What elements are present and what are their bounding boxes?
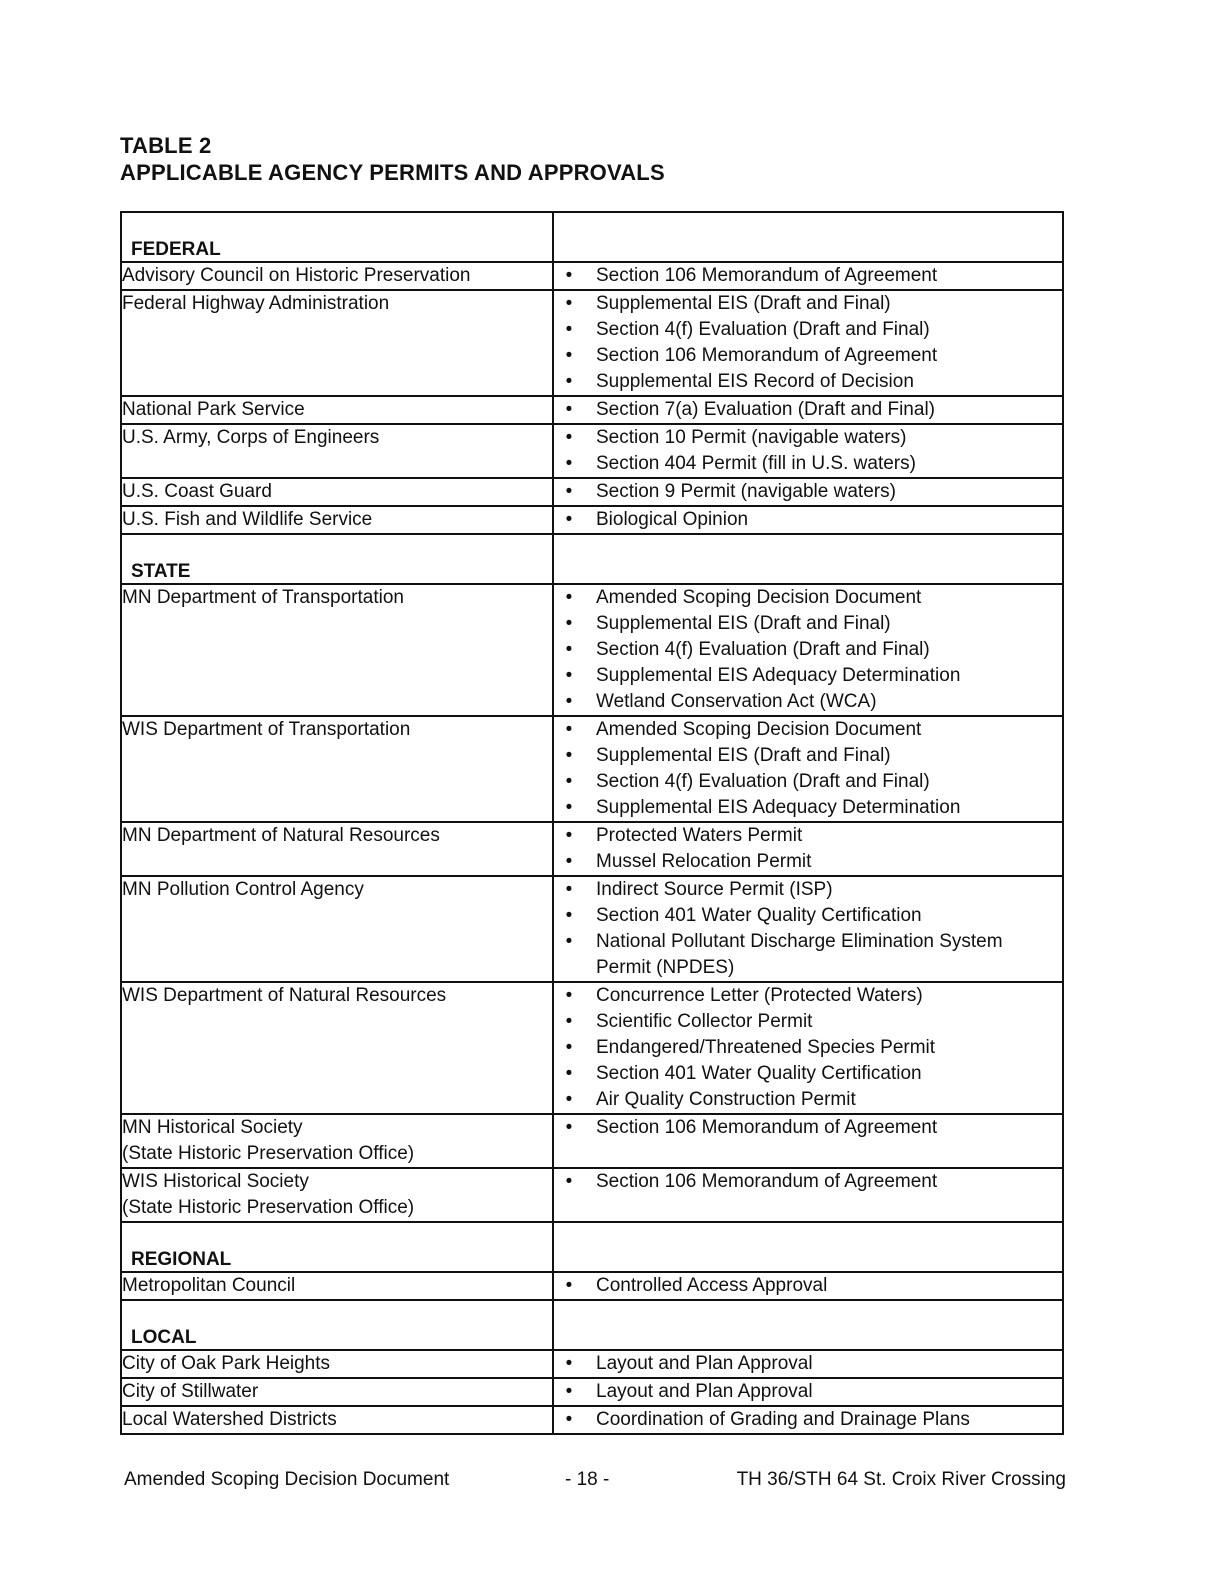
- permit-item: [554, 877, 1062, 903]
- permit-item: [554, 637, 1062, 663]
- agency-name: MN Pollution Control Agency: [122, 879, 364, 900]
- permit-text: Section 401 Water Quality Certification: [596, 905, 922, 926]
- permit-item: [554, 795, 1062, 821]
- permit-list: [554, 479, 1062, 505]
- agency-cell: [121, 822, 553, 876]
- agency-name: Local Watershed Districts: [122, 1409, 337, 1430]
- agency-cell: [121, 982, 553, 1114]
- bullet-icon: •: [565, 1381, 573, 1402]
- permit-text: Wetland Conservation Act (WCA): [596, 691, 877, 712]
- permit-item: [554, 823, 1062, 849]
- agency-cell: [121, 584, 553, 716]
- permit-text: Supplemental EIS (Draft and Final): [596, 293, 891, 314]
- permit-item: [554, 689, 1062, 715]
- footer-project-name: TH 36/STH 64 St. Croix River Crossing: [736, 1469, 1066, 1490]
- category-row: [121, 212, 1063, 262]
- bullet-icon: •: [565, 851, 573, 872]
- agency-name: U.S. Army, Corps of Engineers: [122, 427, 380, 448]
- permit-text: Supplemental EIS Adequacy Determination: [596, 665, 961, 686]
- permit-item: [554, 479, 1062, 505]
- agency-name: MN Historical Society: [122, 1117, 303, 1138]
- permit-item: [554, 1169, 1062, 1195]
- bullet-icon: •: [565, 745, 573, 766]
- permit-text: Coordination of Grading and Drainage Plans: [596, 1409, 970, 1430]
- agency-row: [121, 478, 1063, 506]
- category-label: FEDERAL: [131, 239, 221, 260]
- bullet-icon: •: [565, 265, 573, 286]
- permit-text: Scientific Collector Permit: [596, 1011, 813, 1032]
- agency-cell: [121, 478, 553, 506]
- agency-name: WIS Historical Society: [122, 1171, 309, 1192]
- permit-item: [554, 585, 1062, 611]
- permit-text: Section 106 Memorandum of Agreement: [596, 1171, 938, 1192]
- category-label: STATE: [131, 561, 191, 582]
- bullet-icon: •: [565, 825, 573, 846]
- permits-table: [120, 211, 1064, 1435]
- permit-item: [554, 343, 1062, 369]
- bullet-icon: •: [565, 879, 573, 900]
- bullet-icon: •: [565, 931, 573, 952]
- agency-row: [121, 262, 1063, 290]
- permit-list: [554, 823, 1062, 875]
- permit-list: [554, 291, 1062, 395]
- permit-item: [554, 1115, 1062, 1141]
- agency-row: [121, 1378, 1063, 1406]
- agency-cell: [121, 506, 553, 534]
- permit-item: [554, 743, 1062, 769]
- bullet-icon: •: [565, 1275, 573, 1296]
- permit-text: Section 4(f) Evaluation (Draft and Final): [596, 639, 930, 660]
- agency-cell: [121, 1378, 553, 1406]
- bullet-icon: •: [565, 985, 573, 1006]
- category-label: REGIONAL: [131, 1249, 232, 1270]
- permit-list: [554, 1379, 1062, 1405]
- category-row: [121, 534, 1063, 584]
- permit-item: [554, 1087, 1062, 1113]
- bullet-icon: •: [565, 399, 573, 420]
- permits-cell: [553, 584, 1063, 716]
- bullet-icon: •: [565, 587, 573, 608]
- agency-row: [121, 1350, 1063, 1378]
- agency-row: [121, 1168, 1063, 1222]
- agency-row: [121, 1114, 1063, 1168]
- permit-item: [554, 451, 1062, 477]
- bullet-icon: •: [565, 1089, 573, 1110]
- footer-page-number: - 18 -: [565, 1469, 610, 1490]
- permit-item: [554, 983, 1062, 1009]
- permits-cell: [553, 1168, 1063, 1222]
- agency-name: MN Department of Transportation: [122, 587, 404, 608]
- permit-item: [554, 1009, 1062, 1035]
- permit-list: [554, 1351, 1062, 1377]
- category-row: [121, 1222, 1063, 1272]
- permits-cell: [553, 1272, 1063, 1300]
- agency-name: U.S. Fish and Wildlife Service: [122, 509, 373, 530]
- permit-item: [554, 769, 1062, 795]
- permits-cell: [553, 290, 1063, 396]
- agency-name: WIS Department of Transportation: [122, 719, 411, 740]
- agency-row: [121, 876, 1063, 982]
- agency-cell: [121, 1272, 553, 1300]
- bullet-icon: •: [565, 509, 573, 530]
- bullet-icon: •: [565, 771, 573, 792]
- permit-text: Section 7(a) Evaluation (Draft and Final): [596, 399, 935, 420]
- agency-name: MN Department of Natural Resources: [122, 825, 440, 846]
- permits-cell: [553, 1114, 1063, 1168]
- bullet-icon: •: [565, 319, 573, 340]
- permits-table-body: [121, 212, 1063, 1434]
- bullet-icon: •: [565, 293, 573, 314]
- bullet-icon: •: [565, 691, 573, 712]
- agency-row: [121, 424, 1063, 478]
- agency-name: WIS Department of Natural Resources: [122, 985, 447, 1006]
- agency-row: [121, 290, 1063, 396]
- permits-cell: [553, 262, 1063, 290]
- bullet-icon: •: [565, 427, 573, 448]
- permit-item: [554, 397, 1062, 423]
- permit-item: [554, 1035, 1062, 1061]
- permit-text: Section 4(f) Evaluation (Draft and Final): [596, 319, 930, 340]
- category-empty-cell: [553, 534, 1063, 584]
- category-row: [121, 1300, 1063, 1350]
- permit-text: Section 9 Permit (navigable waters): [596, 481, 896, 502]
- agency-name: City of Stillwater: [122, 1381, 259, 1402]
- permit-text: Biological Opinion: [596, 509, 749, 530]
- permit-item: [554, 611, 1062, 637]
- category-empty-cell: [553, 1222, 1063, 1272]
- agency-row: [121, 1272, 1063, 1300]
- category-cell: [121, 534, 553, 584]
- agency-cell: [121, 1114, 553, 1168]
- agency-row: [121, 716, 1063, 822]
- permits-cell: [553, 1378, 1063, 1406]
- category-label: LOCAL: [131, 1327, 197, 1348]
- permit-item: [554, 717, 1062, 743]
- permit-item: [554, 1061, 1062, 1087]
- agency-name: Advisory Council on Historic Preservation: [122, 265, 471, 286]
- bullet-icon: •: [565, 1117, 573, 1138]
- permit-item: [554, 1407, 1062, 1433]
- bullet-icon: •: [565, 797, 573, 818]
- category-cell: [121, 1300, 553, 1350]
- footer-document-name: Amended Scoping Decision Document: [124, 1469, 450, 1490]
- agency-name: Metropolitan Council: [122, 1275, 296, 1296]
- permit-text: Concurrence Letter (Protected Waters): [596, 985, 923, 1006]
- permit-list: [554, 1407, 1062, 1433]
- permit-item: [554, 663, 1062, 689]
- bullet-icon: •: [565, 665, 573, 686]
- permit-text: Protected Waters Permit: [596, 825, 803, 846]
- bullet-icon: •: [565, 1409, 573, 1430]
- agency-cell: [121, 1350, 553, 1378]
- permit-list: [554, 585, 1062, 715]
- agency-name: National Park Service: [122, 399, 305, 420]
- agency-name: U.S. Coast Guard: [122, 481, 272, 502]
- category-cell: [121, 212, 553, 262]
- permit-text: Layout and Plan Approval: [596, 1353, 813, 1374]
- agency-row: [121, 396, 1063, 424]
- permit-text: Section 106 Memorandum of Agreement: [596, 1117, 938, 1138]
- category-empty-cell: [553, 212, 1063, 262]
- table-title: [120, 132, 665, 186]
- bullet-icon: •: [565, 345, 573, 366]
- agency-name: Federal Highway Administration: [122, 293, 390, 314]
- category-empty-cell: [553, 1300, 1063, 1350]
- permit-text: Amended Scoping Decision Document: [596, 587, 922, 608]
- agency-cell: [121, 876, 553, 982]
- bullet-icon: •: [565, 1011, 573, 1032]
- permit-item: [554, 849, 1062, 875]
- permit-text: Supplemental EIS (Draft and Final): [596, 745, 891, 766]
- agency-name: (State Historic Preservation Office): [122, 1143, 415, 1164]
- permit-text: Mussel Relocation Permit: [596, 851, 812, 872]
- permit-item: [554, 1351, 1062, 1377]
- permit-list: [554, 263, 1062, 289]
- permit-text: Indirect Source Permit (ISP): [596, 879, 833, 900]
- bullet-icon: •: [565, 719, 573, 740]
- permit-item: [554, 291, 1062, 317]
- permits-cell: [553, 478, 1063, 506]
- permit-item: [554, 1379, 1062, 1405]
- permit-item: [554, 317, 1062, 343]
- permit-list: [554, 397, 1062, 423]
- permit-text: Section 106 Memorandum of Agreement: [596, 265, 938, 286]
- agency-cell: [121, 424, 553, 478]
- permit-text: Section 404 Permit (fill in U.S. waters): [596, 453, 916, 474]
- permit-list: [554, 1273, 1062, 1299]
- bullet-icon: •: [565, 1063, 573, 1084]
- agency-cell: [121, 716, 553, 822]
- permits-cell: [553, 396, 1063, 424]
- permit-text: Section 10 Permit (navigable waters): [596, 427, 907, 448]
- table-number: TABLE 2: [120, 133, 212, 158]
- permit-list: [554, 877, 1062, 981]
- agency-cell: [121, 396, 553, 424]
- permit-list: [554, 717, 1062, 821]
- table-heading: APPLICABLE AGENCY PERMITS AND APPROVALS: [120, 160, 665, 185]
- permit-list: [554, 983, 1062, 1113]
- permits-cell: [553, 716, 1063, 822]
- permit-list: [554, 425, 1062, 477]
- bullet-icon: •: [565, 905, 573, 926]
- permit-list: [554, 1115, 1062, 1141]
- permit-text: Endangered/Threatened Species Permit: [596, 1037, 936, 1058]
- bullet-icon: •: [565, 613, 573, 634]
- permit-item: [554, 263, 1062, 289]
- agency-row: [121, 982, 1063, 1114]
- permit-text: National Pollutant Discharge Elimination System Permit (NPDES): [596, 931, 1003, 978]
- agency-cell: [121, 1168, 553, 1222]
- permit-item: [554, 903, 1062, 929]
- agency-cell: [121, 1406, 553, 1434]
- permits-cell: [553, 506, 1063, 534]
- agency-cell: [121, 262, 553, 290]
- permit-item: [554, 507, 1062, 533]
- agency-row: [121, 506, 1063, 534]
- bullet-icon: •: [565, 371, 573, 392]
- category-cell: [121, 1222, 553, 1272]
- permit-item: [554, 929, 1062, 981]
- bullet-icon: •: [565, 1037, 573, 1058]
- permit-text: Controlled Access Approval: [596, 1275, 828, 1296]
- permit-text: Section 106 Memorandum of Agreement: [596, 345, 938, 366]
- permits-cell: [553, 1350, 1063, 1378]
- agency-name: (State Historic Preservation Office): [122, 1197, 415, 1218]
- permit-item: [554, 1273, 1062, 1299]
- permit-list: [554, 507, 1062, 533]
- permit-text: Supplemental EIS (Draft and Final): [596, 613, 891, 634]
- permit-text: Supplemental EIS Adequacy Determination: [596, 797, 961, 818]
- permit-item: [554, 369, 1062, 395]
- permits-cell: [553, 822, 1063, 876]
- bullet-icon: •: [565, 481, 573, 502]
- permit-item: [554, 425, 1062, 451]
- permit-text: Amended Scoping Decision Document: [596, 719, 922, 740]
- permit-text: Supplemental EIS Record of Decision: [596, 371, 914, 392]
- permits-cell: [553, 982, 1063, 1114]
- agency-cell: [121, 290, 553, 396]
- permits-cell: [553, 424, 1063, 478]
- permits-cell: [553, 876, 1063, 982]
- agency-row: [121, 1406, 1063, 1434]
- bullet-icon: •: [565, 453, 573, 474]
- permit-text: Section 4(f) Evaluation (Draft and Final): [596, 771, 930, 792]
- permit-text: Layout and Plan Approval: [596, 1381, 813, 1402]
- permit-list: [554, 1169, 1062, 1195]
- agency-row: [121, 584, 1063, 716]
- bullet-icon: •: [565, 1171, 573, 1192]
- bullet-icon: •: [565, 639, 573, 660]
- bullet-icon: •: [565, 1353, 573, 1374]
- agency-row: [121, 822, 1063, 876]
- permit-text: Section 401 Water Quality Certification: [596, 1063, 922, 1084]
- agency-name: City of Oak Park Heights: [122, 1353, 331, 1374]
- permit-text: Air Quality Construction Permit: [596, 1089, 856, 1110]
- permits-cell: [553, 1406, 1063, 1434]
